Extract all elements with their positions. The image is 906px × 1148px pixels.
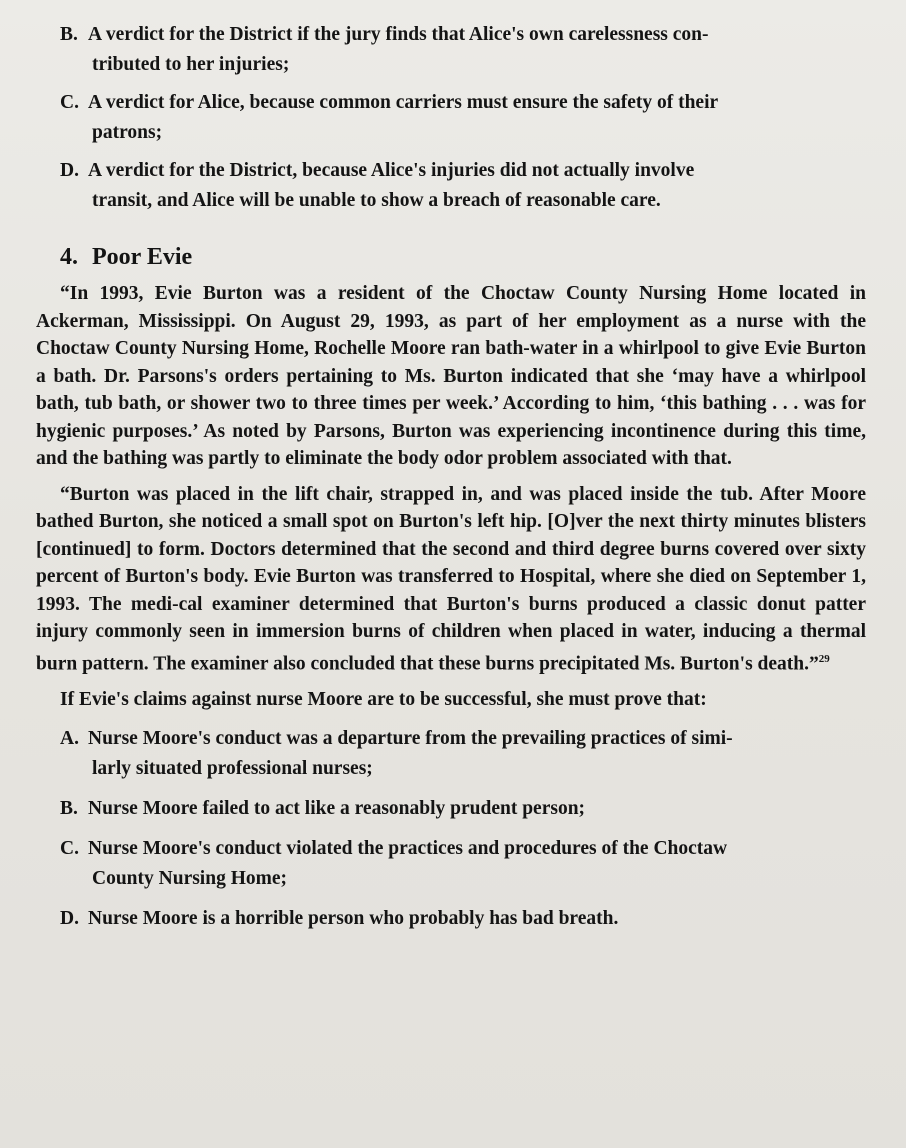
option-text-line2: tributed to her injuries; xyxy=(92,54,290,75)
case-paragraph-2 xyxy=(36,481,866,678)
page-content xyxy=(36,20,866,944)
option-text-line2: transit, and Alice will be unable to show a breach of reasonable care. xyxy=(92,190,661,211)
option-text-line1: A verdict for Alice, because common carriers must ensure the safety of their xyxy=(88,92,719,113)
option-text-line2: County Nursing Home; xyxy=(92,867,288,889)
option-text-line1: Nurse Moore is a horrible person who probably has bad breath. xyxy=(88,907,619,929)
option-letter: B. xyxy=(60,24,78,45)
answer-option-a xyxy=(36,724,866,784)
option-text-line1: Nurse Moore's conduct violated the practices and procedures of the Choctaw xyxy=(88,837,728,859)
option-d-previous xyxy=(36,156,866,216)
section-title: Poor Evie xyxy=(92,244,193,270)
option-text-line1: A verdict for the District if the jury finds that Alice's own carelessness con- xyxy=(88,24,709,45)
answer-option-b xyxy=(36,794,866,824)
option-letter: A. xyxy=(60,727,79,749)
footnote-reference: 29 xyxy=(818,652,830,665)
option-text-line2: patrons; xyxy=(92,122,163,143)
answer-option-c xyxy=(36,834,866,894)
option-letter: B. xyxy=(60,797,78,819)
option-letter: D. xyxy=(60,160,79,181)
option-text-line1: Nurse Moore failed to act like a reasonably prudent person; xyxy=(88,797,586,819)
option-text-line1: A verdict for the District, because Alice's injuries did not actually involve xyxy=(88,160,695,181)
option-letter: C. xyxy=(60,837,79,859)
section-number: 4. xyxy=(60,244,78,270)
option-text-line2: larly situated professional nurses; xyxy=(92,757,373,779)
option-letter: D. xyxy=(60,907,79,929)
case-paragraph-1: “In 1993, Evie Burton was a resident of the Choctaw County Nursing Home located in Ackerman, Mississippi. On August 29, 1993, as part of her employment as a nurse with the Choctaw County Nursing Home, Rochelle Moore ran bath-water in a whirlpool to give Evie Burton a bath. Dr. Parsons's orders pertaining to Ms. Burton indicated that she ‘may have a whirlpool bath, tub bath, or shower two to three times per week.’ According to him, ‘this bathing . . . was for hygienic purposes.’ As noted by Parsons, Burton was experiencing incontinence during this time, and the bathing was partly to eliminate the body odor problem associated with that. xyxy=(36,283,866,469)
answer-options xyxy=(36,724,866,934)
option-c-previous xyxy=(36,88,866,148)
option-letter: C. xyxy=(60,92,79,113)
option-text-line1: Nurse Moore's conduct was a departure from the prevailing practices of simi- xyxy=(88,727,733,749)
case-paragraph-2-text: “Burton was placed in the lift chair, strapped in, and was placed inside the tub. After Moore bathed Burton, she noticed a small spot on Burton's left hip. [O]ver the next thirty minutes blisters [continued] to form. Doctors determined that the second and third degree burns covered over sixty percent of Burton's body. Evie Burton was transferred to Hospital, where she died on September 1, 1993. The medi-cal examiner determined that Burton's burns produced a classic donut patter injury commonly seen in immersion burns of children when placed in water, inducing a thermal burn pattern. The examiner also concluded that these burns precipitated Ms. Burton's death.” xyxy=(36,483,866,674)
question-prompt: If Evie's claims against nurse Moore are to be successful, she must prove that: xyxy=(60,688,707,710)
answer-option-d xyxy=(36,904,866,934)
previous-question-options xyxy=(36,20,866,216)
option-b-previous xyxy=(36,20,866,80)
section-heading xyxy=(60,240,866,274)
